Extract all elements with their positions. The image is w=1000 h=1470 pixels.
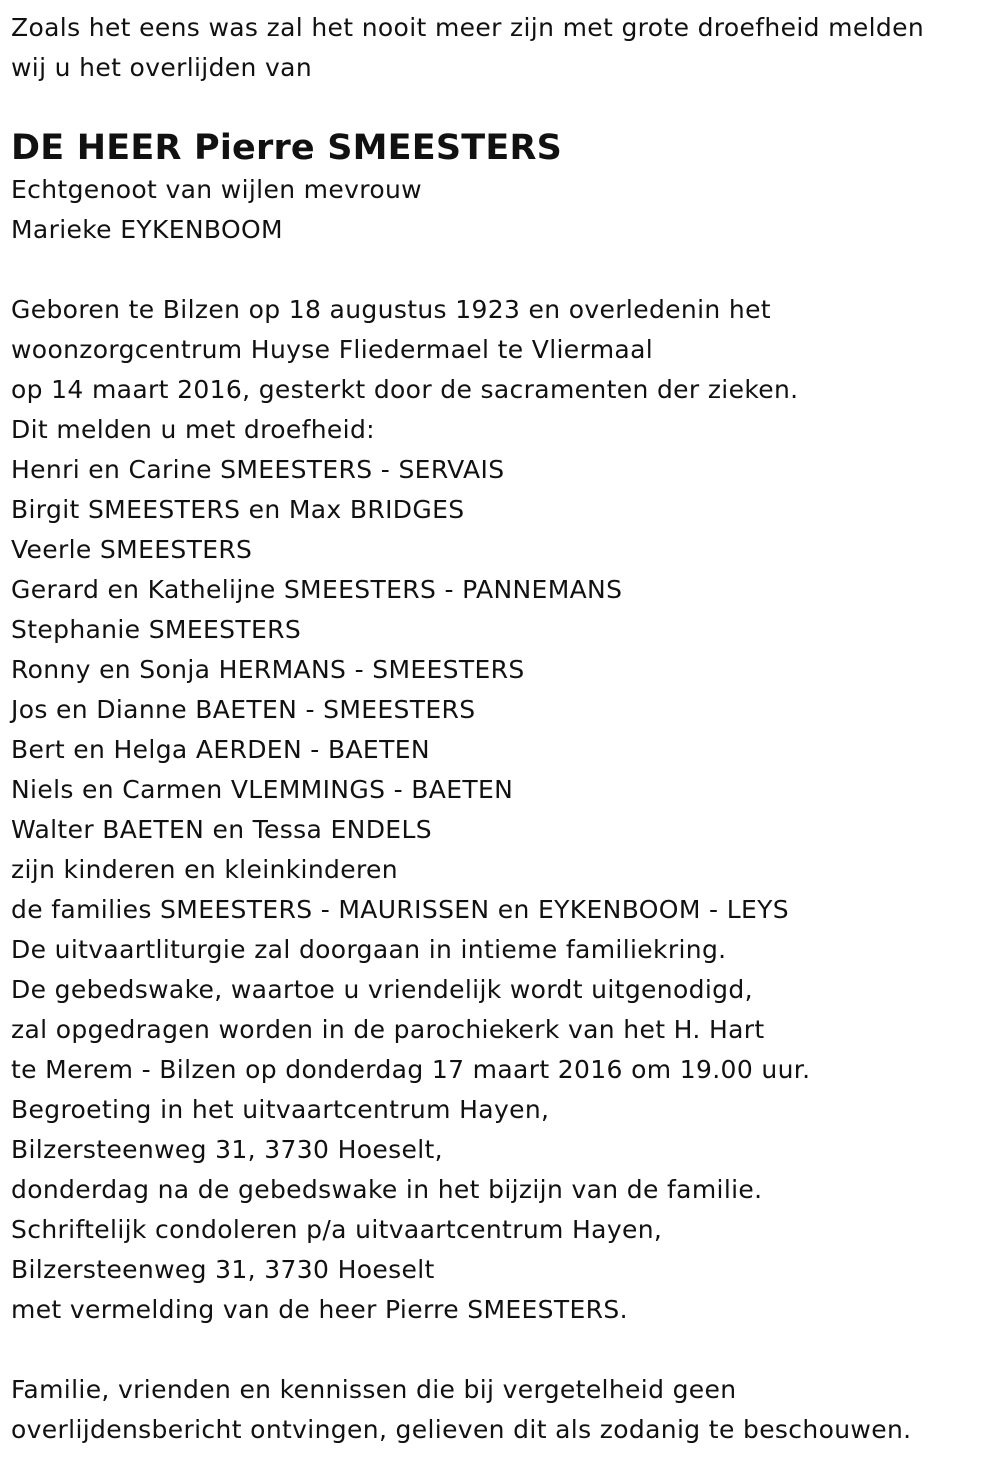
intro-line: Zoals het eens was zal het nooit meer zijn met grote droefheid melden [11, 13, 925, 42]
body-line: De uitvaartliturgie zal doorgaan in intieme familiekring. [11, 935, 727, 964]
body-line: zal opgedragen worden in de parochiekerk van het H. Hart [11, 1015, 765, 1044]
body-line: Bilzersteenweg 31, 3730 Hoeselt, [11, 1135, 443, 1164]
spacer [11, 1330, 991, 1370]
body-line: Schriftelijk condoleren p/a uitvaartcentrum Hayen, [11, 1215, 663, 1244]
family-member-line: Veerle SMEESTERS [11, 535, 253, 564]
body-line: donderdag na de gebedswake in het bijzijn van de familie. [11, 1175, 763, 1204]
body-line: te Merem - Bilzen op donderdag 17 maart 2016 om 19.00 uur. [11, 1055, 811, 1084]
spouse-line: Echtgenoot van wijlen mevrouw [11, 175, 422, 204]
deceased-name-heading: DE HEER Pierre SMEESTERS [11, 128, 563, 168]
intro-section [11, 8, 991, 88]
body-line: Begroeting in het uitvaartcentrum Hayen, [11, 1095, 550, 1124]
death-notice [11, 8, 991, 1450]
spouse-line: Marieke EYKENBOOM [11, 215, 283, 244]
body-line: met vermelding van de heer Pierre SMEESTERS. [11, 1295, 628, 1324]
closing-line: overlijdensbericht ontvingen, gelieven dit als zodanig te beschouwen. [11, 1415, 912, 1444]
body-section [11, 290, 991, 1330]
body-line: woonzorgcentrum Huyse Fliedermael te Vliermaal [11, 335, 654, 364]
body-line: op 14 maart 2016, gesterkt door de sacramenten der zieken. [11, 375, 799, 404]
family-member-line: Stephanie SMEESTERS [11, 615, 302, 644]
family-member-line: Gerard en Kathelijne SMEESTERS - PANNEMANS [11, 575, 623, 604]
spacer [11, 250, 991, 290]
family-member-line: Birgit SMEESTERS en Max BRIDGES [11, 495, 465, 524]
body-line: De gebedswake, waartoe u vriendelijk wordt uitgenodigd, [11, 975, 753, 1004]
body-line: Dit melden u met droefheid: [11, 415, 375, 444]
body-line: zijn kinderen en kleinkinderen [11, 855, 398, 884]
body-line: Bilzersteenweg 31, 3730 Hoeselt [11, 1255, 435, 1284]
family-member-line: Walter BAETEN en Tessa ENDELS [11, 815, 432, 844]
closing-section [11, 1370, 991, 1450]
family-member-line: Ronny en Sonja HERMANS - SMEESTERS [11, 655, 525, 684]
body-line: Geboren te Bilzen op 18 augustus 1923 en overledenin het [11, 295, 771, 324]
intro-line: wij u het overlijden van [11, 53, 313, 82]
closing-line: Familie, vrienden en kennissen die bij vergetelheid geen [11, 1375, 737, 1404]
spouse-section [11, 170, 991, 250]
family-member-line: Bert en Helga AERDEN - BAETEN [11, 735, 430, 764]
family-member-line: Jos en Dianne BAETEN - SMEESTERS [11, 695, 476, 724]
family-member-line: Henri en Carine SMEESTERS - SERVAIS [11, 455, 505, 484]
body-line: de families SMEESTERS - MAURISSEN en EYKENBOOM - LEYS [11, 895, 789, 924]
family-member-line: Niels en Carmen VLEMMINGS - BAETEN [11, 775, 514, 804]
